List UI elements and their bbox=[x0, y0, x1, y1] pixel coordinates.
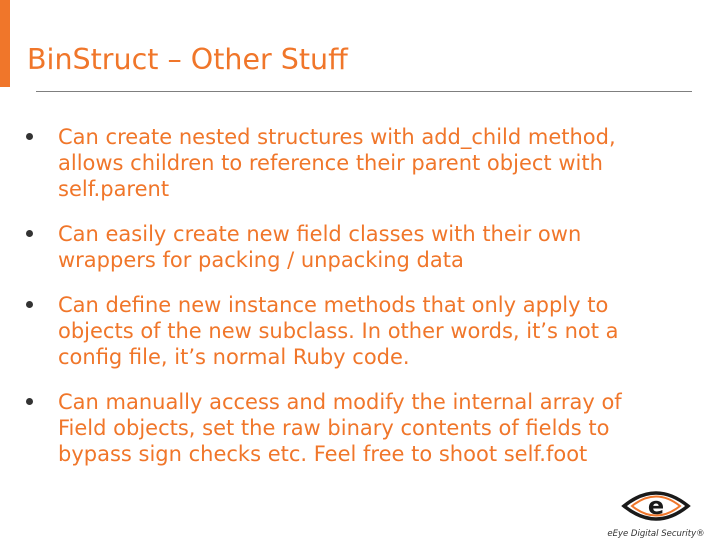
bullet-line: wrappers for packing / unpacking data bbox=[58, 248, 464, 272]
bullet-line: allows children to reference their parent object with bbox=[58, 151, 603, 175]
bullet-text bbox=[58, 221, 728, 273]
bullet-line: objects of the new subclass. In other words, it’s not a bbox=[58, 319, 619, 343]
bullet-line: self.parent bbox=[58, 177, 170, 201]
bullet-line: bypass sign checks etc. Feel free to shoot self.foot bbox=[58, 442, 588, 466]
bullet-dot-icon bbox=[26, 301, 33, 308]
logo-caption: eEye Digital Security® bbox=[607, 529, 705, 539]
bullet-item bbox=[26, 124, 728, 202]
bullet-item bbox=[26, 221, 728, 273]
bullet-dot-icon bbox=[26, 230, 33, 237]
company-logo bbox=[594, 484, 718, 540]
bullet-line: Can easily create new field classes with their own bbox=[58, 222, 582, 246]
bullet-line: config file, it’s normal Ruby code. bbox=[58, 345, 410, 369]
bullet-item bbox=[26, 292, 728, 370]
bullet-text bbox=[58, 124, 728, 202]
bullet-dot-icon bbox=[26, 398, 33, 405]
bullet-line: Can define new instance methods that only apply to bbox=[58, 293, 609, 317]
slide-title: BinStruct – Other Stuff bbox=[27, 43, 348, 76]
bullet-text bbox=[58, 389, 728, 467]
bullet-line: Can create nested structures with add_child method, bbox=[58, 125, 616, 149]
bullet-text bbox=[58, 292, 728, 370]
bullet-line: Can manually access and modify the internal array of bbox=[58, 390, 622, 414]
logo-mark: e bbox=[647, 492, 665, 520]
accent-bar bbox=[0, 0, 10, 87]
bullet-item bbox=[26, 389, 728, 467]
title-divider bbox=[36, 91, 692, 92]
bullet-line: Field objects, set the raw binary contents of fields to bbox=[58, 416, 610, 440]
bullet-dot-icon bbox=[26, 133, 33, 140]
bullet-list bbox=[26, 124, 728, 486]
eye-logo-icon bbox=[594, 484, 718, 528]
